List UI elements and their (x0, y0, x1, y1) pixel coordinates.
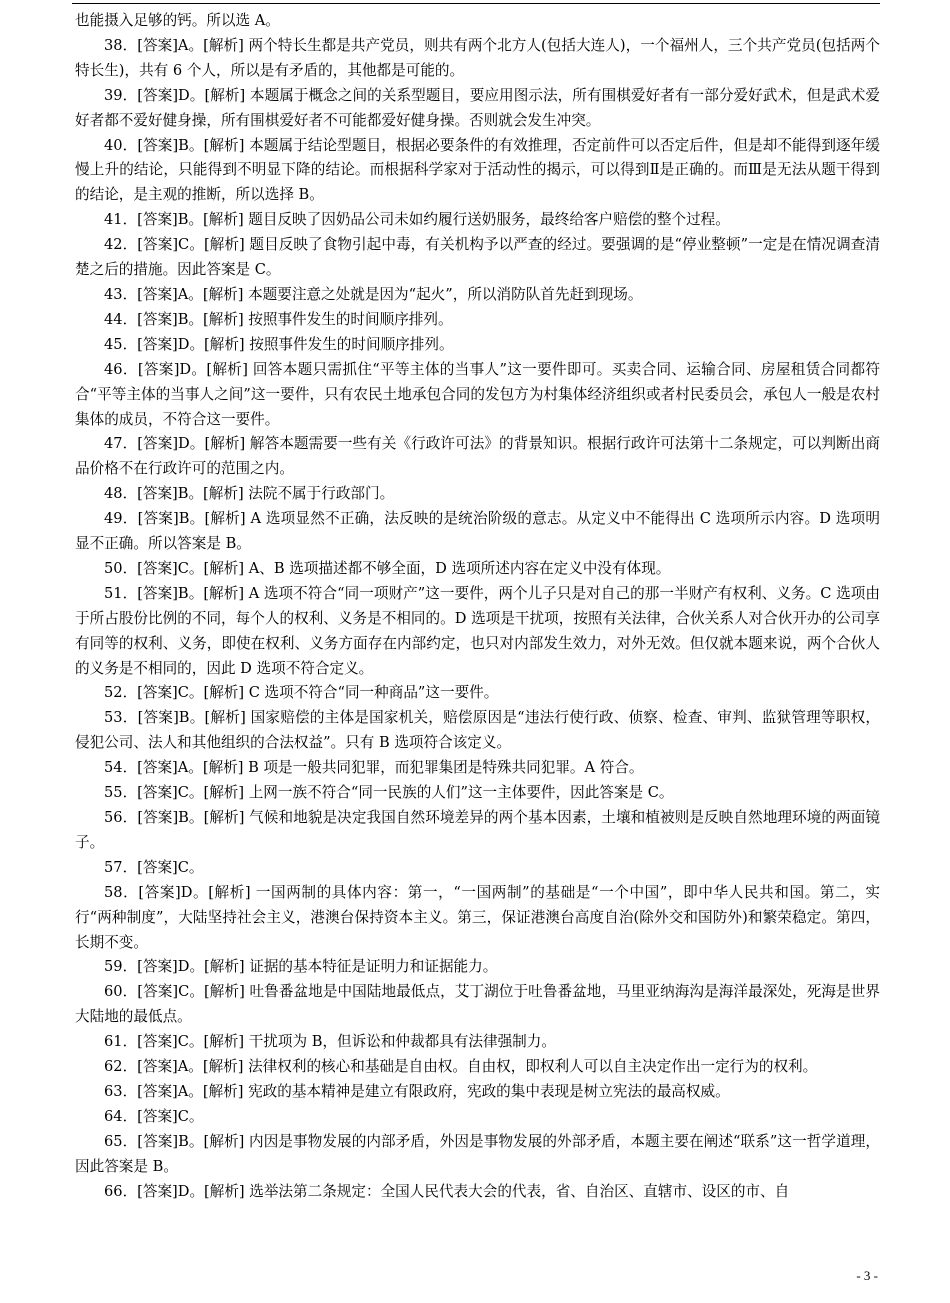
answer-entry-38: 38．[答案]A。[解析] 两个特长生都是共产党员，则共有两个北方人(包括大连人)，一个福州人，三个共产党员(包括两个特长生)，共有 6 个人，所以是有矛盾的，其他都是可能的。 (75, 36, 880, 79)
page-number: - 3 - (856, 1268, 878, 1283)
answer-entry-47: 47．[答案]D。[解析] 解答本题需要一些有关《行政许可法》的背景知识。根据行政许可法第十二条规定，可以判断出商品价格不在行政许可的范围之内。 (75, 435, 880, 478)
answer-entry-63: 63．[答案]A。[解析] 宪政的基本精神是建立有限政府，宪政的集中表现是树立宪法的最高权威。 (104, 1082, 730, 1100)
answer-entry-49: 49．[答案]B。[解析] A 选项显然不正确，法反映的是统治阶级的意志。从定义中不能得出 C 选项所示内容。D 选项明显不正确。所以答案是 B。 (75, 510, 880, 553)
answer-entry-43: 43．[答案]A。[解析] 本题要注意之处就是因为“起火”，所以消防队首先赶到现场。 (104, 285, 643, 303)
answer-entry-66: 66．[答案]D。[解析] 选举法第二条规定：全国人民代表大会的代表，省、自治区、直辖市、设区的市、自 (104, 1182, 790, 1200)
answer-entry-54: 54．[答案]A。[解析] B 项是一般共同犯罪，而犯罪集团是特殊共同犯罪。A 符合。 (104, 759, 644, 777)
continuation-line: 也能摄入足够的钙。所以选 A。 (75, 12, 280, 29)
answer-entry-60: 60．[答案]C。[解析] 吐鲁番盆地是中国陆地最低点，艾丁湖位于吐鲁番盆地，马里亚纳海沟是海洋最深处，死海是世界大陆地的最低点。 (75, 983, 880, 1026)
answer-entry-39: 39．[答案]D。[解析] 本题属于概念之间的关系型题目，要应用图示法，所有围棋爱好者有一部分爱好武术，但是武术爱好者都不爱好健身操，所有围棋爱好者不可能都爱好健身操。否则就会发生冲突。 (75, 86, 880, 129)
answer-entry-44: 44．[答案]B。[解析] 按照事件发生的时间顺序排列。 (104, 310, 453, 328)
answer-entry-41: 41．[答案]B。[解析] 题目反映了因奶品公司未如约履行送奶服务，最终给客户赔偿的整个过程。 (104, 211, 730, 229)
answer-entry-56: 56．[答案]B。[解析] 气候和地貌是决定我国自然环境差异的两个基本因素，土壤和植被则是反映自然地理环境的两面镜子。 (75, 809, 880, 851)
answer-entry-61: 61．[答案]C。[解析] 干扰项为 B，但诉讼和仲裁都具有法律强制力。 (104, 1033, 556, 1051)
answer-entry-46: 46．[答案]D。[解析] 回答本题只需抓住“平等主体的当事人”这一要件即可。买卖合同、运输合同、房屋租赁合同都符合“平等主体的当事人之间”这一要件，只有农民土地承包合同的发包方为村集体经济组织或者村民委员会，承包人一般是农村集体的成员，不符合这一要件。 (75, 360, 880, 428)
answer-entry-58: 58．[答案]D。[解析] 一国两制的具体内容：第一，“一国两制”的基础是“一个中国”，即中华人民共和国。第二，实行“两种制度”，大陆坚持社会主义，港澳台保持资本主义。第三，保证港澳台高度自治(除外交和国防外)和繁荣稳定。第四，长期不变。 (75, 883, 880, 951)
header-rule (72, 3, 880, 4)
answer-entry-64: 64．[答案]C。 (104, 1107, 204, 1125)
answer-explanations (75, 9, 880, 1205)
answer-entry-50: 50．[答案]C。[解析] A、B 选项描述都不够全面，D 选项所述内容在定义中没有体现。 (104, 559, 671, 577)
answer-entry-40: 40．[答案]B。[解析] 本题属于结论型题目，根据必要条件的有效推理，否定前件可以否定后件，但是却不能得到逐年缓慢上升的结论，只能得到不明显下降的结论。而根据科学家对于活动性的揭示，可以得到Ⅱ是正确的。而Ⅲ是无法从题干得到的结论，是主观的推断，所以选择 B。 (75, 136, 880, 204)
answer-entry-42: 42．[答案]C。[解析] 题目反映了食物引起中毒，有关机构予以严查的经过。要强调的是“停业整顿”一定是在情况调查清楚之后的措施。因此答案是 C。 (75, 236, 880, 279)
answer-entry-45: 45．[答案]D。[解析] 按照事件发生的时间顺序排列。 (104, 335, 454, 353)
answer-entry-51: 51．[答案]B。[解析] A 选项不符合“同一项财产”这一要件，两个儿子只是对自己的那一半财产有权利、义务。C 选项由于所占股份比例的不同，每个人的权利、义务是不相同的。D 选项是干扰项，按照有关法律，合伙关系人对合伙开办的公司享有同等的权利、义务，即使在权利、义务方面存在内部约定，也只对内部发生效力，对外无效。但仅就本题来说，两个合伙人的义务是不相同的，因此 D 选项不符合定义。 (75, 584, 880, 677)
answer-entry-53: 53．[答案]B。[解析] 国家赔偿的主体是国家机关，赔偿原因是“违法行使行政、侦察、检查、审判、监狱管理等职权，侵犯公司、法人和其他组织的合法权益”。只有 B 选项符合该定义。 (75, 709, 880, 752)
answer-entry-62: 62．[答案]A。[解析] 法律权利的核心和基础是自由权。自由权，即权利人可以自主决定作出一定行为的权利。 (104, 1058, 818, 1076)
answer-entry-65: 65．[答案]B。[解析] 内因是事物发展的内部矛盾，外因是事物发展的外部矛盾，本题主要在阐述“联系”这一哲学道理，因此答案是 B。 (75, 1132, 880, 1175)
answer-entry-59: 59．[答案]D。[解析] 证据的基本特征是证明力和证据能力。 (104, 958, 498, 976)
answer-entry-48: 48．[答案]B。[解析] 法院不属于行政部门。 (104, 485, 395, 503)
answer-entry-57: 57．[答案]C。 (104, 858, 204, 876)
answer-entry-52: 52．[答案]C。[解析] C 选项不符合“同一种商品”这一要件。 (104, 684, 499, 702)
answer-entry-55: 55．[答案]C。[解析] 上网一族不符合“同一民族的人们”这一主体要件，因此答案是 C。 (104, 784, 674, 802)
